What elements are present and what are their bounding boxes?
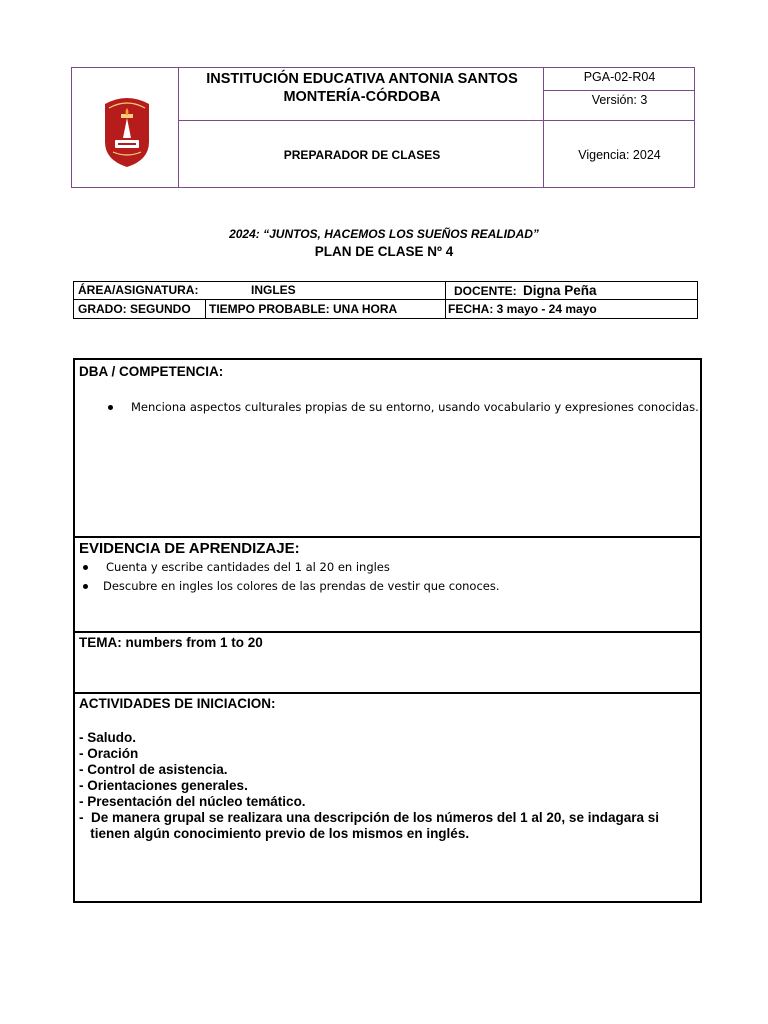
col-divider (205, 299, 206, 319)
topic: TEMA: numbers from 1 to 20 (79, 635, 263, 650)
teacher-field (454, 283, 597, 299)
school-crest-icon (99, 94, 155, 168)
activity-item: tienen algún conocimiento previo de los mismos en inglés. (79, 826, 470, 841)
form-title: PREPARADOR DE CLASES (283, 148, 441, 162)
header-divider (543, 90, 695, 91)
activity-item: - De manera grupal se realizara una descripción de los números del 1 al 20, se indagara si (79, 810, 659, 825)
plan-title: PLAN DE CLASE Nº 4 (314, 244, 454, 259)
dba-title: DBA / COMPETENCIA: (79, 364, 224, 379)
grade: GRADO: SEGUNDO (78, 302, 191, 316)
col-divider (445, 282, 446, 319)
time-estimate: TIEMPO PROBABLE: UNA HORA (209, 302, 398, 316)
activity-item: - Saludo. (79, 730, 136, 745)
institution-line-1: INSTITUCIÓN EDUCATIVA ANTONIA SANTOS (206, 71, 518, 87)
activity-item: - Presentación del núcleo temático. (79, 794, 306, 809)
header-divider (178, 68, 179, 187)
list-item: Descubre en ingles los colores de las prendas de vestir que conoces. (83, 579, 500, 593)
institution-line-2: MONTERÍA-CÓRDOBA (283, 89, 441, 105)
bullet-icon (83, 584, 88, 589)
bullet-icon (83, 565, 88, 570)
list-item: Cuenta y escribe cantidades del 1 al 20 en ingles (83, 560, 390, 574)
area-label: ÁREA/ASIGNATURA: (78, 283, 199, 297)
activities-title: ACTIVIDADES DE INICIACION: (79, 696, 276, 711)
lesson-plan-body (73, 358, 702, 903)
activity-item: - Orientaciones generales. (79, 778, 248, 793)
bullet-icon (108, 405, 113, 410)
teacher-name: Digna Peña (523, 283, 597, 298)
list-item: Menciona aspectos culturales propias de su entorno, usando vocabulario y expresiones conocidas. (108, 400, 699, 414)
class-info-table (73, 281, 698, 319)
activity-item: - Control de asistencia. (79, 762, 228, 777)
institution-name (180, 70, 544, 106)
date-range: FECHA: 3 mayo - 24 mayo (448, 302, 597, 316)
activity-item: - Oración (79, 746, 139, 761)
evidence-title: EVIDENCIA DE APRENDIZAJE: (79, 540, 300, 557)
section-divider (75, 631, 700, 633)
section-divider (75, 536, 700, 538)
header-divider (178, 120, 695, 121)
teacher-label: DOCENTE: (454, 284, 517, 298)
area-value: INGLES (251, 283, 296, 297)
row-divider (74, 299, 697, 300)
document-validity: Vigencia: 2024 (578, 148, 661, 162)
section-divider (75, 692, 700, 694)
document-header (71, 67, 695, 188)
document-code: PGA-02-R04 (583, 70, 656, 84)
document-version: Versión: 3 (591, 93, 648, 107)
motto: 2024: “JUNTOS, HACEMOS LOS SUEÑOS REALIDAD” (229, 227, 539, 241)
